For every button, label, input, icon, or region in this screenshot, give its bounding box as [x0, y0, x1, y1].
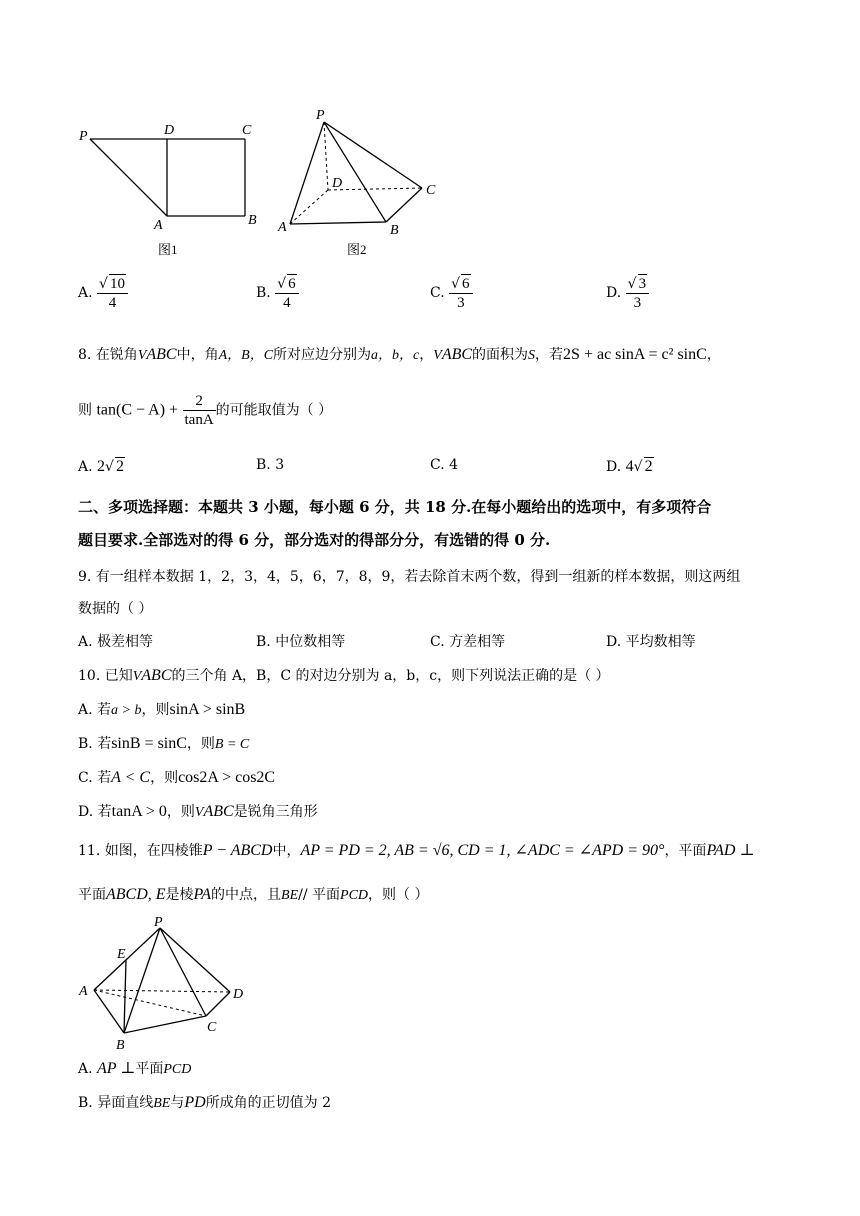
figure-pyramid	[74, 912, 264, 1054]
q10-option-b[interactable]: B. 若sinB = sinC，则B = C	[78, 735, 250, 752]
q10-option-d[interactable]: D. 若tanA > 0，则VABC是锐角三角形	[78, 803, 318, 820]
q11-option-b[interactable]: B. 异面直线BE与PD所成角的正切值为 2	[78, 1094, 331, 1111]
q9-stem-line2: 数据的（ ）	[78, 601, 153, 617]
option-label: C.	[430, 285, 445, 301]
option-label: B.	[256, 285, 271, 301]
q9-stem-line1: 9. 有一组样本数据 1，2，3，4，5，6，7，8，9，若去除首末两个数，得到一组新的样本数据，则这两组	[78, 569, 741, 585]
figure-2	[270, 104, 450, 264]
fig1-label-b: B	[248, 213, 257, 228]
q8-stem-line2: 则 tan(C − A) + $\frac{2}{\tan A}$ 的可能取值为（ ）	[78, 393, 333, 428]
radicand: 6	[462, 276, 470, 292]
fig1-label-a: A	[154, 218, 163, 233]
q9-option-c[interactable]: C. 方差相等	[430, 634, 506, 650]
fig3-edge-pd	[160, 928, 230, 992]
fig1-label-c: C	[242, 123, 252, 138]
fig3-edge-ad	[94, 990, 230, 992]
figure-1	[70, 118, 280, 258]
radicand: 10	[109, 276, 125, 292]
section-heading-line2: 题目要求.全部选对的得 6 分，部分选对的得部分分，有选错的得 0 分.	[78, 531, 551, 549]
fig3-label-p: P	[154, 915, 163, 930]
q7-option-c[interactable]	[430, 274, 473, 312]
fig1-label-d: D	[164, 123, 175, 138]
q11-stem-line2: 平面ABCD, E是棱PA的中点，且BE// 平面PCD，则（ ）	[78, 886, 429, 903]
given-conditions: AP = PD = 2, AB = √6, CD = 1, ∠ADC = ∠APD = 90°	[300, 842, 665, 859]
fig3-edge-ab	[94, 990, 124, 1033]
denominator: 4	[283, 295, 291, 311]
fig3-edge-pa	[94, 928, 160, 990]
fraction: $\frac{√ 10}{4}$	[97, 274, 128, 312]
q7-option-b[interactable]	[256, 274, 299, 312]
fig2-edge-pa	[290, 122, 324, 224]
q11-option-a[interactable]: A. AP ⊥平面PCD	[78, 1060, 192, 1077]
radicand: 6	[288, 276, 296, 292]
fig3-label-b: B	[116, 1038, 125, 1053]
q10-option-a[interactable]: A. 若a > b，则sinA > sinB	[78, 701, 246, 718]
q8-option-c[interactable]: C. 4	[430, 457, 459, 473]
fig1-edge-pa	[90, 139, 167, 216]
q8-option-b[interactable]: B. 3	[256, 457, 285, 473]
q9-option-a[interactable]: A. 极差相等	[78, 634, 154, 650]
denominator: 3	[457, 295, 465, 311]
fig3-label-e: E	[117, 947, 126, 962]
fraction: $\frac{√ 6}{3}$	[449, 274, 472, 312]
radicand: 3	[638, 276, 647, 292]
q8-option-d[interactable]: D. 4√ 2	[606, 458, 653, 475]
q10-stem: 10. 已知VABC的三个角 A，B，C 的对边分别为 a，b，c，则下列说法正确的是（ ）	[78, 667, 610, 684]
fig2-label-d: D	[332, 176, 343, 191]
fig2-edge-ab	[290, 222, 386, 224]
fig2-edge-pb	[324, 122, 386, 222]
option-label: A.	[78, 285, 93, 301]
fig2-label-b: B	[390, 223, 399, 238]
condition-equation: 2S + ac sinA = c² sinC	[563, 346, 707, 363]
q9-option-d[interactable]: D. 平均数相等	[606, 634, 696, 650]
fig3-label-c: C	[207, 1020, 217, 1035]
fig3-edge-bc	[124, 1016, 206, 1033]
fig2-edge-pd	[324, 122, 328, 190]
fraction: $\frac{√ 6}{4}$	[275, 274, 298, 312]
fig3-edge-cd	[206, 992, 230, 1016]
section-heading-line1: 二、多项选择题：本题共 3 小题，每小题 6 分，共 18 分.在每小题给出的选项中，有多项符合	[78, 498, 712, 516]
fig2-label-c: C	[426, 183, 436, 198]
target-expression: tan(C − A) +	[96, 401, 179, 419]
fig2-caption: 图2	[347, 242, 367, 257]
fig2-edge-bc	[386, 188, 422, 222]
q7-option-d[interactable]	[606, 274, 649, 312]
denominator: 3	[633, 295, 642, 311]
fig2-label-p: P	[316, 108, 325, 123]
fig3-edge-pc	[160, 928, 206, 1016]
fig3-label-a: A	[79, 984, 88, 999]
fig3-label-d: D	[233, 987, 244, 1002]
fraction: $\frac{√ 3}{3}$	[626, 274, 649, 312]
q10-option-c[interactable]: C. 若A < C，则cos2A > cos2C	[78, 769, 276, 786]
fig1-caption: 图1	[158, 242, 178, 257]
fig3-edge-be	[124, 960, 126, 1033]
fig3-edge-pb	[124, 928, 160, 1033]
q8-option-a[interactable]: A. 2√ 2	[78, 458, 124, 475]
fraction: $\frac{2}{\tan A}$	[184, 393, 214, 428]
q8-stem-line1: 8. 在锐角VABC中，角A，B，C所对应边分别为a，b，c，VABC的面积为S，若2S + ac sinA = c² sinC，	[78, 346, 721, 363]
fig1-label-p: P	[79, 129, 88, 144]
q7-option-a[interactable]	[78, 274, 128, 312]
option-label: D.	[606, 285, 622, 301]
q9-option-b[interactable]: B. 中位数相等	[256, 634, 346, 650]
fig2-label-a: A	[278, 220, 287, 235]
q11-stem-line1: 11. 如图，在四棱锥P − ABCD中，AP = PD = 2, AB = √6, CD = 1, ∠ADC = ∠APD = 90°，平面PAD ⊥	[78, 842, 755, 859]
denominator: 4	[108, 295, 117, 311]
fig3-edge-ac	[94, 990, 206, 1016]
